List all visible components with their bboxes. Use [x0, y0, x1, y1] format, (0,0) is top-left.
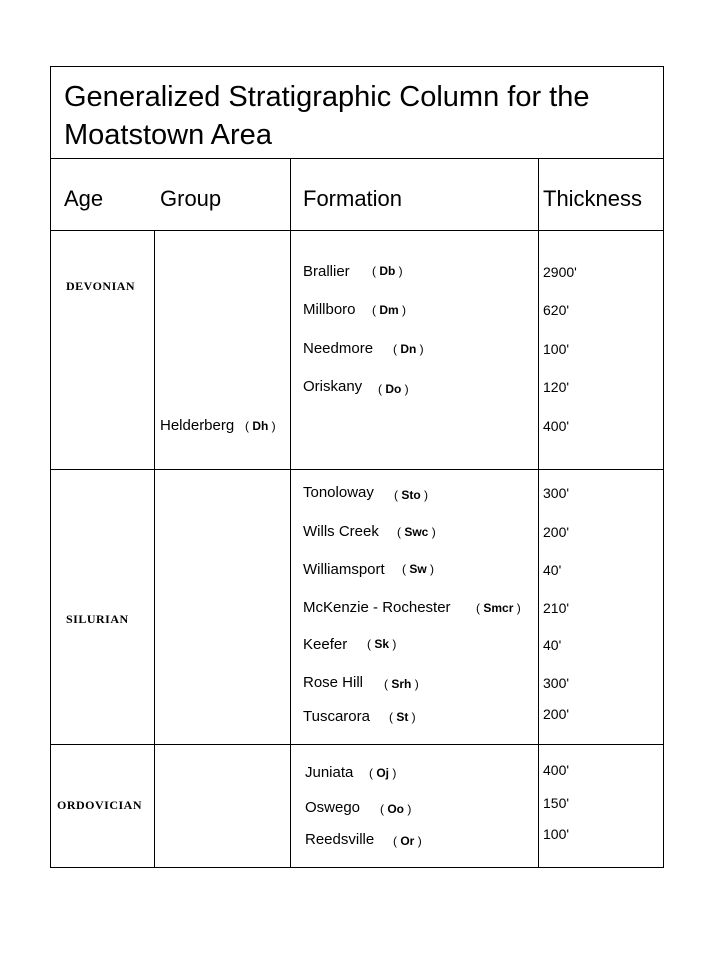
age-devonian: DEVONIAN	[66, 279, 136, 293]
group-name: Helderberg	[160, 417, 235, 434]
formation-name: Keefer	[303, 636, 348, 653]
header-group: Group	[160, 186, 222, 211]
header-formation: Formation	[303, 186, 403, 211]
age-group-divider	[154, 230, 155, 868]
formation-thickness: 200'	[543, 706, 570, 722]
formation-name: Oswego	[305, 799, 361, 816]
formation-thickness: 40'	[543, 562, 562, 578]
formation-code: ( Dm )	[372, 303, 407, 317]
formation-thickness: 2900'	[543, 264, 577, 280]
formation-code: ( Smcr )	[476, 601, 521, 615]
formation-name: Reedsville	[305, 831, 375, 848]
formation-thickness: 300'	[543, 675, 570, 691]
formation-code: ( Sk )	[367, 637, 397, 651]
group-formation-divider	[290, 158, 291, 868]
silurian-ordovician-divider	[50, 744, 664, 745]
formation-thickness: 210'	[543, 600, 570, 616]
formation-thickness: 200'	[543, 524, 570, 540]
formation-code: ( St )	[389, 710, 416, 724]
formation-name: Rose Hill	[303, 674, 364, 691]
devonian-silurian-divider	[50, 469, 664, 470]
formation-code: ( Sto )	[394, 488, 429, 502]
formation-thickness-divider	[538, 158, 539, 868]
formation-name: Brallier	[303, 263, 350, 280]
formation-code: ( Srh )	[384, 677, 419, 691]
formation-name: Oriskany	[303, 378, 363, 395]
formation-code: ( Oj )	[369, 766, 397, 780]
formation-name: Tuscarora	[303, 708, 370, 725]
formation-name: McKenzie - Rochester	[303, 599, 451, 616]
formation-thickness: 300'	[543, 485, 570, 501]
formation-name: Needmore	[303, 340, 374, 357]
formation-thickness: 120'	[543, 379, 570, 395]
formation-code: ( Dn )	[393, 342, 424, 356]
formation-name: Millboro	[303, 301, 356, 318]
formation-thickness: 400'	[543, 762, 570, 778]
formation-thickness: 620'	[543, 302, 570, 318]
group-thickness: 400'	[543, 418, 570, 434]
header-thickness: Thickness	[543, 186, 643, 211]
formation-name: Wills Creek	[303, 523, 379, 540]
title-divider	[50, 158, 664, 159]
header-divider	[50, 230, 664, 231]
age-silurian: SILURIAN	[66, 612, 129, 626]
formation-code: ( Sw )	[402, 562, 435, 576]
formation-thickness: 40'	[543, 637, 562, 653]
age-ordovician: ORDOVICIAN	[57, 798, 143, 812]
formation-name: Juniata	[305, 764, 354, 781]
formation-code: ( Swc )	[397, 525, 436, 539]
formation-thickness: 150'	[543, 795, 570, 811]
formation-thickness: 100'	[543, 341, 570, 357]
header-age: Age	[64, 186, 104, 211]
formation-name: Williamsport	[303, 561, 385, 578]
formation-code: ( Or )	[393, 834, 422, 848]
formation-code: ( Do )	[378, 382, 409, 396]
formation-code: ( Oo )	[380, 802, 412, 816]
formation-name: Tonoloway	[303, 484, 374, 501]
group-code: ( Dh )	[245, 419, 276, 433]
formation-thickness: 100'	[543, 826, 570, 842]
formation-code: ( Db )	[372, 264, 403, 278]
page-title: Generalized Stratigraphic Column for the Moatstown Area	[64, 81, 590, 151]
